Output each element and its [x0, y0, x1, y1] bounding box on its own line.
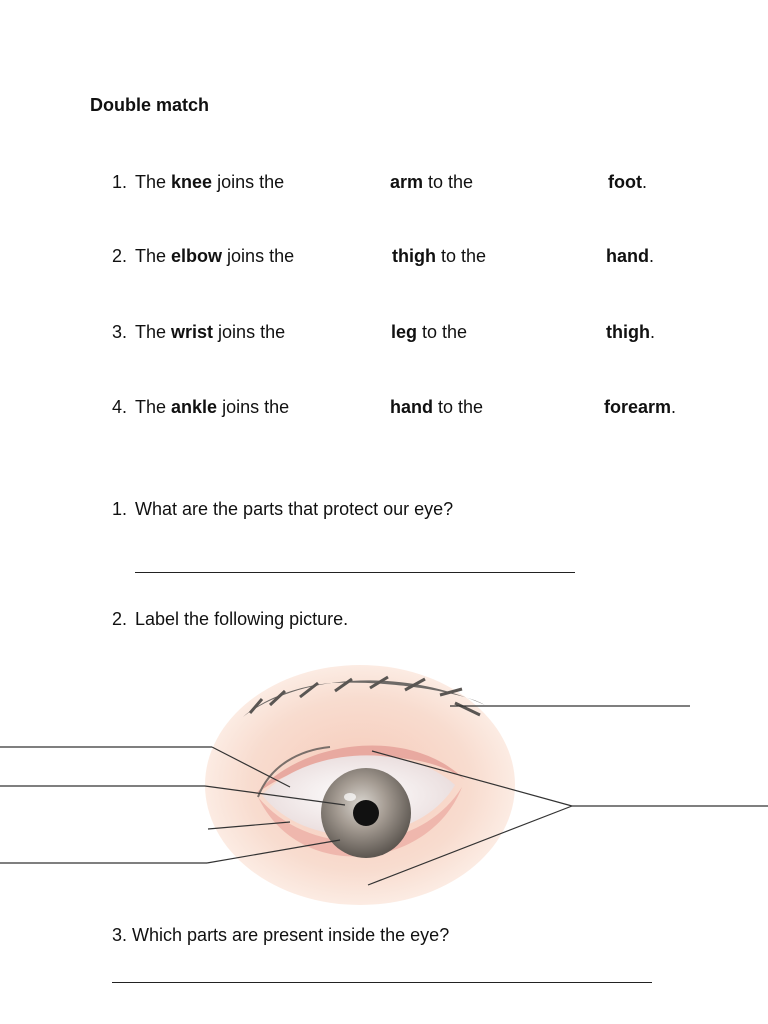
match-middle: hand to the: [390, 397, 484, 417]
joint-word: ankle: [171, 397, 218, 417]
match-end: thigh.: [606, 322, 655, 342]
match-end: foot.: [608, 172, 647, 192]
item-number: 3.: [112, 322, 128, 342]
joint-word: elbow: [171, 246, 223, 266]
worksheet-title: Double match: [90, 95, 210, 115]
match-sentence-start: The wrist joins the: [135, 322, 286, 342]
question-number: 3.: [112, 925, 128, 945]
match-end: forearm.: [604, 397, 677, 417]
limb-word: hand: [390, 397, 433, 417]
question-text: 3. Which parts are present inside the eye?: [112, 925, 450, 945]
match-middle: arm to the: [390, 172, 474, 192]
item-number: 4.: [112, 397, 128, 417]
limb-word: arm: [390, 172, 424, 192]
target-word: forearm: [604, 397, 672, 417]
question-text: What are the parts that protect our eye?: [135, 499, 454, 519]
joint-word: wrist: [171, 322, 214, 342]
answer-blank[interactable]: [135, 572, 575, 573]
pupil: [353, 800, 379, 826]
target-word: hand: [606, 246, 649, 266]
match-sentence-start: The elbow joins the: [135, 246, 295, 266]
target-word: thigh: [606, 322, 650, 342]
match-sentence-start: The knee joins the: [135, 172, 285, 192]
joint-word: knee: [171, 172, 213, 192]
limb-word: thigh: [392, 246, 436, 266]
target-word: foot: [608, 172, 642, 192]
match-sentence-start: The ankle joins the: [135, 397, 290, 417]
item-number: 2.: [112, 246, 128, 266]
item-number: 1.: [112, 172, 128, 192]
match-middle: leg to the: [391, 322, 468, 342]
match-end: hand.: [606, 246, 655, 266]
match-middle: thigh to the: [392, 246, 487, 266]
limb-word: leg: [391, 322, 418, 342]
question-number: 2.: [112, 609, 128, 629]
eye-diagram: [0, 655, 768, 915]
answer-blank[interactable]: [112, 982, 652, 983]
question-number: 1.: [112, 499, 128, 519]
question-text: Label the following picture.: [135, 609, 349, 629]
